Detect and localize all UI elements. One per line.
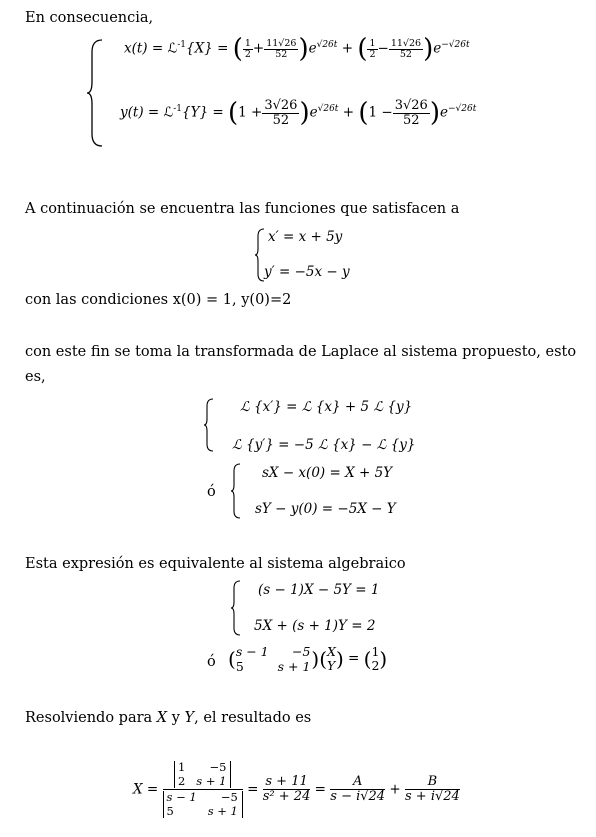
system-brace (230, 463, 242, 519)
cramer-solution: X = 1 −5 2 s + 1 s − 1 −5 5 s + 1 = $\frac{s + 11}{\text{s² + 24}}$ = $\frac{A}{s - i√24}$ + $\frac{B}{s + i√24}$ (133, 760, 460, 818)
system-brace (203, 398, 215, 452)
paragraph-laplace: con este fin se toma la transformada de Laplace al sistema propuesto, esto (25, 344, 577, 360)
matrix-equation: ( s − 1 −5 5 s + 1 )( X Y ) = ( 1 2 ) (228, 643, 388, 675)
system-brace (86, 38, 106, 148)
laplace-eq-2: ℒ {y′} = −5 ℒ {x} − ℒ {y} (232, 437, 416, 453)
intro-line: En consecuencia, (25, 10, 154, 26)
laplace-eq-1: ℒ {x′} = ℒ {x} + 5 ℒ {y} (240, 399, 413, 415)
or-label: ó (207, 654, 216, 670)
algebraic-eq-1: (s − 1)X − 5Y = 1 (258, 582, 380, 598)
ode-2: y′ = −5x − y (264, 264, 350, 280)
intro-system: A continuación se encuentra las funciones que satisfacen a (25, 201, 460, 217)
system-brace (230, 580, 242, 636)
yt-equation: y(t) = ℒ$^{-1}${Y} = (1 + $\frac{3√26}{52}$ )$e^{√26t} + (1$ − $\frac{3√26}{52}$ )$e^{-√26t}$ (120, 98, 477, 129)
xt-equation: x(t) = ℒ$^{-1}${X} = ( $\frac{1}{2}$ + $\frac{11√26}{52}$ )$e^{√26t}$ + ( $\frac{1}{2}$ − $\frac{11√26}{52}$ )$e^{-√26t}$ (124, 34, 470, 64)
paragraph-algebraic: Esta expresión es equivalente al sistema algebraico (25, 556, 406, 572)
ode-1: x′ = x + 5y (268, 229, 343, 245)
transformed-eq-1: sX − x(0) = X + 5Y (262, 465, 393, 481)
algebraic-eq-2: 5X + (s + 1)Y = 2 (254, 618, 376, 634)
or-label: ó (207, 484, 216, 500)
transformed-eq-2: sY − y(0) = −5X − Y (255, 501, 396, 517)
initial-conditions: con las condiciones x(0) = 1, y(0)=2 (25, 292, 292, 308)
paragraph-solving: Resolviendo para X y Y, el resultado es (25, 710, 312, 726)
paragraph-laplace-cont: es, (25, 369, 46, 385)
